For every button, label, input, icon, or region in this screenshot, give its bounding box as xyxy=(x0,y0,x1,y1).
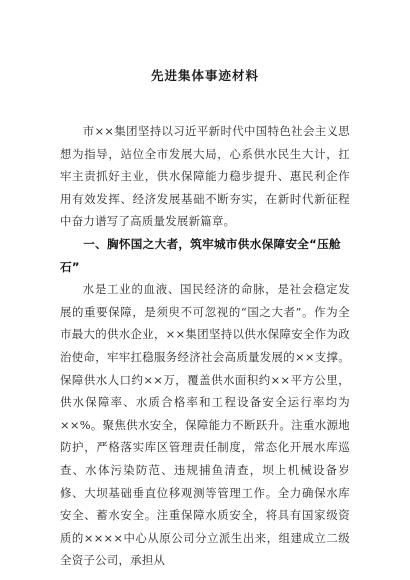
section-paragraph: 水是工业的血液、国民经济的命脉，是社会稳定发展的重要保障，是须臾不可忽视的“国之大者”。作为全市最大的供水企业，××集团坚持以供水保障安全作为政治使命，牢牢扛稳服务经济社会高质量发展的××支撑。保障供水人口约××万，覆盖供水面积约××平方公里，供水保障率、水质合格率和工程设备安全运行率均为××%。聚焦供水安全，保障能力不断跃升。注重水源地防护，严格落实库区管理责任制度，常态化开展水库巡查、水体污染防范、违规捕鱼清查，坝上机械设备岁修、大坝基础垂直位移观测等管理工作。全力确保水库安全、蓄水安全。注重保障水质安全，将具有国家级资质的××××中心从原公司分立派生出来，组建成立二级全资子公司，承担从 xyxy=(60,282,350,568)
section-heading: 一、胸怀国之大者，筑牢城市供水保障安全“压舱石” xyxy=(60,236,341,274)
intro-paragraph: 市××集团坚持以习近平新时代中国特色社会主义思想为指导，站位全市发展大局，心系供水民生大计，扛牢主责抓好主业，供水保障能力稳步提升、惠民利企作用有效发挥、经济发展基础不断夯实，在新时代新征程中奋力谱写了高质量发展新篇章。 xyxy=(60,124,350,229)
document-body xyxy=(60,120,350,572)
document-title: 先进集体事迹材料 xyxy=(150,68,259,83)
